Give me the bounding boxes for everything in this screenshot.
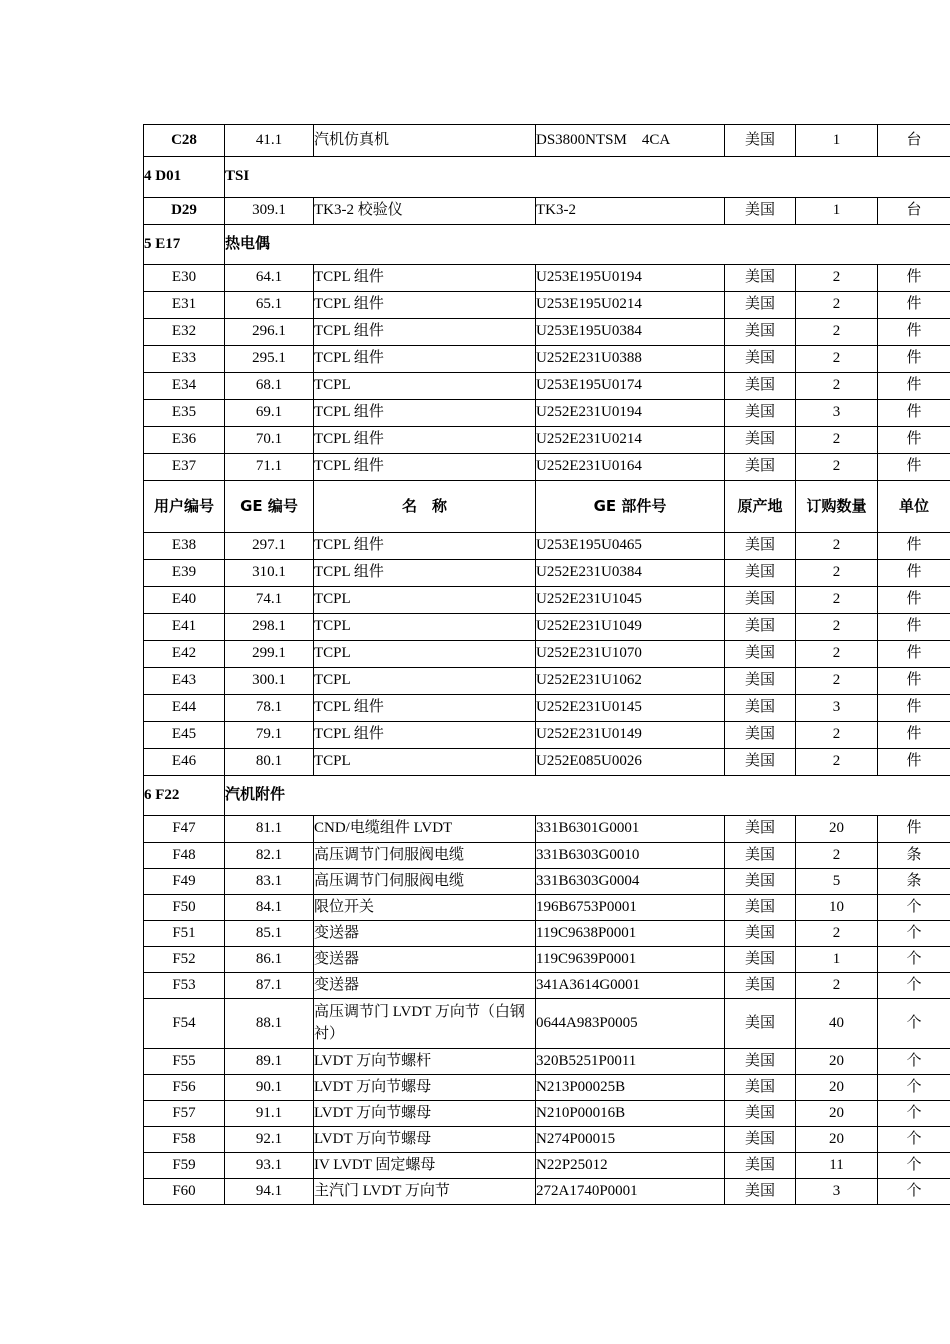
- user-code-cell: E32: [144, 319, 225, 346]
- table-row: [144, 1153, 950, 1179]
- table-header-row: [144, 481, 950, 533]
- item-name-cell: TK3-2 校验仪: [314, 198, 536, 225]
- user-code-cell: E40: [144, 587, 225, 614]
- header-origin: 原产地: [725, 481, 796, 533]
- quantity-cell: 20: [796, 1127, 878, 1153]
- origin-cell: 美国: [725, 265, 796, 292]
- unit-cell: 件: [878, 319, 950, 346]
- unit-cell: 件: [878, 614, 950, 641]
- part-number-cell: 341A3614G0001: [536, 973, 725, 999]
- item-name-cell: LVDT 万向节螺杆: [314, 1049, 536, 1075]
- table-row: [144, 843, 950, 869]
- origin-cell: 美国: [725, 749, 796, 776]
- user-code-cell: D29: [144, 198, 225, 225]
- item-name-cell: 变送器: [314, 973, 536, 999]
- origin-cell: 美国: [725, 921, 796, 947]
- header-unit: 单位: [878, 481, 950, 533]
- user-code-cell: E44: [144, 695, 225, 722]
- ge-number-cell: 295.1: [225, 346, 314, 373]
- unit-cell: 件: [878, 373, 950, 400]
- quantity-cell: 2: [796, 668, 878, 695]
- unit-cell: 个: [878, 947, 950, 973]
- part-number-cell: U252E231U0384: [536, 560, 725, 587]
- unit-cell: 个: [878, 1075, 950, 1101]
- user-code-cell: E35: [144, 400, 225, 427]
- table-row: [144, 373, 950, 400]
- origin-cell: 美国: [725, 346, 796, 373]
- origin-cell: 美国: [725, 1075, 796, 1101]
- item-name-cell: TCPL: [314, 587, 536, 614]
- quantity-cell: 2: [796, 265, 878, 292]
- item-name-cell: 高压调节门伺服阀电缆: [314, 869, 536, 895]
- table-row: [144, 749, 950, 776]
- origin-cell: 美国: [725, 695, 796, 722]
- item-name-cell: TCPL: [314, 614, 536, 641]
- user-code-cell: F59: [144, 1153, 225, 1179]
- part-number-cell: U252E231U1070: [536, 641, 725, 668]
- origin-cell: 美国: [725, 722, 796, 749]
- quantity-cell: 2: [796, 454, 878, 481]
- origin-cell: 美国: [725, 1101, 796, 1127]
- part-number-cell: TK3-2: [536, 198, 725, 225]
- section-code: 5 E17: [144, 225, 225, 265]
- part-number-cell: 331B6301G0001: [536, 816, 725, 843]
- part-number-cell: N274P00015: [536, 1127, 725, 1153]
- user-code-cell: F51: [144, 921, 225, 947]
- table-row: [144, 921, 950, 947]
- section-name: 热电偶: [225, 225, 950, 265]
- user-code-cell: F57: [144, 1101, 225, 1127]
- item-name-cell: TCPL 组件: [314, 427, 536, 454]
- unit-cell: 个: [878, 1127, 950, 1153]
- user-code-cell: F47: [144, 816, 225, 843]
- quantity-cell: 40: [796, 999, 878, 1049]
- origin-cell: 美国: [725, 1179, 796, 1205]
- table-row: [144, 1101, 950, 1127]
- ge-number-cell: 87.1: [225, 973, 314, 999]
- item-name-cell: 高压调节门伺服阀电缆: [314, 843, 536, 869]
- ge-number-cell: 85.1: [225, 921, 314, 947]
- item-name-cell: 变送器: [314, 947, 536, 973]
- item-name-cell: TCPL 组件: [314, 265, 536, 292]
- table-row: [144, 427, 950, 454]
- section-row: [144, 225, 950, 265]
- origin-cell: 美国: [725, 869, 796, 895]
- header-ge-no: GE 编号: [225, 481, 314, 533]
- table-row: [144, 895, 950, 921]
- part-number-cell: U252E231U0145: [536, 695, 725, 722]
- ge-number-cell: 84.1: [225, 895, 314, 921]
- quantity-cell: 1: [796, 198, 878, 225]
- user-code-cell: E33: [144, 346, 225, 373]
- ge-number-cell: 92.1: [225, 1127, 314, 1153]
- quantity-cell: 2: [796, 587, 878, 614]
- section-row: [144, 157, 950, 198]
- part-number-cell: U252E231U1045: [536, 587, 725, 614]
- table-row: [144, 400, 950, 427]
- user-code-cell: E41: [144, 614, 225, 641]
- quantity-cell: 20: [796, 816, 878, 843]
- section-code: 4 D01: [144, 157, 225, 198]
- item-name-cell: LVDT 万向节螺母: [314, 1101, 536, 1127]
- item-name-cell: LVDT 万向节螺母: [314, 1127, 536, 1153]
- table-row: [144, 1179, 950, 1205]
- table-row: [144, 265, 950, 292]
- unit-cell: 件: [878, 695, 950, 722]
- unit-cell: 条: [878, 869, 950, 895]
- item-name-cell: TCPL 组件: [314, 560, 536, 587]
- item-name-cell: TCPL 组件: [314, 533, 536, 560]
- ge-number-cell: 71.1: [225, 454, 314, 481]
- quantity-cell: 2: [796, 749, 878, 776]
- quantity-cell: 20: [796, 1075, 878, 1101]
- part-number-cell: 320B5251P0011: [536, 1049, 725, 1075]
- part-number-cell: 331B6303G0010: [536, 843, 725, 869]
- origin-cell: 美国: [725, 843, 796, 869]
- user-code-cell: E31: [144, 292, 225, 319]
- item-name-cell: 变送器: [314, 921, 536, 947]
- unit-cell: 个: [878, 999, 950, 1049]
- part-number-cell: U252E231U0149: [536, 722, 725, 749]
- quantity-cell: 5: [796, 869, 878, 895]
- origin-cell: 美国: [725, 1153, 796, 1179]
- quantity-cell: 1: [796, 125, 878, 157]
- unit-cell: 件: [878, 668, 950, 695]
- item-name-cell: 高压调节门 LVDT 万向节（白钢衬）: [314, 999, 536, 1049]
- ge-number-cell: 310.1: [225, 560, 314, 587]
- user-code-cell: E42: [144, 641, 225, 668]
- header-part-no: GE 部件号: [536, 481, 725, 533]
- ge-number-cell: 88.1: [225, 999, 314, 1049]
- part-number-cell: 272A1740P0001: [536, 1179, 725, 1205]
- ge-number-cell: 65.1: [225, 292, 314, 319]
- quantity-cell: 3: [796, 400, 878, 427]
- table-row: [144, 1127, 950, 1153]
- part-number-cell: U252E231U1049: [536, 614, 725, 641]
- table-row: [144, 668, 950, 695]
- part-number-cell: 0644A983P0005: [536, 999, 725, 1049]
- item-name-cell: LVDT 万向节螺母: [314, 1075, 536, 1101]
- origin-cell: 美国: [725, 999, 796, 1049]
- item-name-cell: TCPL: [314, 749, 536, 776]
- unit-cell: 件: [878, 292, 950, 319]
- origin-cell: 美国: [725, 816, 796, 843]
- quantity-cell: 2: [796, 533, 878, 560]
- quantity-cell: 2: [796, 292, 878, 319]
- table-row: [144, 292, 950, 319]
- user-code-cell: E38: [144, 533, 225, 560]
- unit-cell: 件: [878, 560, 950, 587]
- part-number-cell: 331B6303G0004: [536, 869, 725, 895]
- ge-number-cell: 89.1: [225, 1049, 314, 1075]
- quantity-cell: 2: [796, 346, 878, 373]
- table-row: [144, 816, 950, 843]
- user-code-cell: F56: [144, 1075, 225, 1101]
- quantity-cell: 2: [796, 427, 878, 454]
- item-name-cell: TCPL 组件: [314, 319, 536, 346]
- item-name-cell: TCPL: [314, 373, 536, 400]
- part-number-cell: U253E195U0384: [536, 319, 725, 346]
- quantity-cell: 2: [796, 614, 878, 641]
- origin-cell: 美国: [725, 125, 796, 157]
- origin-cell: 美国: [725, 895, 796, 921]
- quantity-cell: 2: [796, 843, 878, 869]
- quantity-cell: 11: [796, 1153, 878, 1179]
- quantity-cell: 2: [796, 319, 878, 346]
- table-row: [144, 587, 950, 614]
- unit-cell: 个: [878, 921, 950, 947]
- unit-cell: 件: [878, 454, 950, 481]
- table-row: [144, 1075, 950, 1101]
- origin-cell: 美国: [725, 973, 796, 999]
- table-row: [144, 319, 950, 346]
- part-number-cell: 119C9638P0001: [536, 921, 725, 947]
- ge-number-cell: 78.1: [225, 695, 314, 722]
- table-row: [144, 973, 950, 999]
- quantity-cell: 10: [796, 895, 878, 921]
- origin-cell: 美国: [725, 454, 796, 481]
- unit-cell: 个: [878, 1153, 950, 1179]
- table-row: [144, 533, 950, 560]
- table-row: [144, 198, 950, 225]
- ge-number-cell: 68.1: [225, 373, 314, 400]
- quantity-cell: 1: [796, 947, 878, 973]
- origin-cell: 美国: [725, 1049, 796, 1075]
- unit-cell: 件: [878, 533, 950, 560]
- part-number-cell: DS3800NTSM 4CA: [536, 125, 725, 157]
- unit-cell: 件: [878, 641, 950, 668]
- quantity-cell: 20: [796, 1101, 878, 1127]
- quantity-cell: 2: [796, 641, 878, 668]
- table-row: [144, 125, 950, 157]
- unit-cell: 个: [878, 1101, 950, 1127]
- unit-cell: 条: [878, 843, 950, 869]
- user-code-cell: E45: [144, 722, 225, 749]
- user-code-cell: F58: [144, 1127, 225, 1153]
- ge-number-cell: 83.1: [225, 869, 314, 895]
- user-code-cell: E34: [144, 373, 225, 400]
- unit-cell: 件: [878, 722, 950, 749]
- user-code-cell: F48: [144, 843, 225, 869]
- ge-number-cell: 93.1: [225, 1153, 314, 1179]
- quantity-cell: 2: [796, 373, 878, 400]
- item-name-cell: TCPL: [314, 668, 536, 695]
- unit-cell: 件: [878, 427, 950, 454]
- table-row: [144, 947, 950, 973]
- origin-cell: 美国: [725, 560, 796, 587]
- quantity-cell: 2: [796, 560, 878, 587]
- table-row: [144, 346, 950, 373]
- part-number-cell: U252E231U0388: [536, 346, 725, 373]
- header-qty: 订购数量: [796, 481, 878, 533]
- quantity-cell: 2: [796, 921, 878, 947]
- origin-cell: 美国: [725, 319, 796, 346]
- parts-table: [143, 124, 950, 1205]
- ge-number-cell: 79.1: [225, 722, 314, 749]
- user-code-cell: E36: [144, 427, 225, 454]
- origin-cell: 美国: [725, 427, 796, 454]
- table-row: [144, 695, 950, 722]
- ge-number-cell: 299.1: [225, 641, 314, 668]
- item-name-cell: TCPL 组件: [314, 292, 536, 319]
- ge-number-cell: 296.1: [225, 319, 314, 346]
- table-row: [144, 869, 950, 895]
- part-number-cell: N22P25012: [536, 1153, 725, 1179]
- parts-table-body: [144, 125, 950, 1205]
- part-number-cell: U252E231U0214: [536, 427, 725, 454]
- item-name-cell: IV LVDT 固定螺母: [314, 1153, 536, 1179]
- part-number-cell: U253E195U0465: [536, 533, 725, 560]
- table-row: [144, 454, 950, 481]
- part-number-cell: 196B6753P0001: [536, 895, 725, 921]
- part-number-cell: 119C9639P0001: [536, 947, 725, 973]
- item-name-cell: TCPL 组件: [314, 400, 536, 427]
- unit-cell: 个: [878, 1049, 950, 1075]
- part-number-cell: U253E195U0214: [536, 292, 725, 319]
- user-code-cell: F53: [144, 973, 225, 999]
- table-row: [144, 560, 950, 587]
- ge-number-cell: 41.1: [225, 125, 314, 157]
- ge-number-cell: 82.1: [225, 843, 314, 869]
- unit-cell: 件: [878, 587, 950, 614]
- ge-number-cell: 298.1: [225, 614, 314, 641]
- quantity-cell: 2: [796, 722, 878, 749]
- origin-cell: 美国: [725, 198, 796, 225]
- user-code-cell: F60: [144, 1179, 225, 1205]
- unit-cell: 台: [878, 198, 950, 225]
- user-code-cell: F54: [144, 999, 225, 1049]
- origin-cell: 美国: [725, 1127, 796, 1153]
- header-name: 名 称: [314, 481, 536, 533]
- quantity-cell: 3: [796, 1179, 878, 1205]
- ge-number-cell: 90.1: [225, 1075, 314, 1101]
- ge-number-cell: 297.1: [225, 533, 314, 560]
- quantity-cell: 20: [796, 1049, 878, 1075]
- section-code: 6 F22: [144, 776, 225, 816]
- item-name-cell: CND/电缆组件 LVDT: [314, 816, 536, 843]
- unit-cell: 件: [878, 749, 950, 776]
- item-name-cell: 主汽门 LVDT 万向节: [314, 1179, 536, 1205]
- part-number-cell: U252E231U0194: [536, 400, 725, 427]
- user-code-cell: F49: [144, 869, 225, 895]
- ge-number-cell: 64.1: [225, 265, 314, 292]
- ge-number-cell: 309.1: [225, 198, 314, 225]
- ge-number-cell: 94.1: [225, 1179, 314, 1205]
- ge-number-cell: 74.1: [225, 587, 314, 614]
- user-code-cell: E39: [144, 560, 225, 587]
- ge-number-cell: 91.1: [225, 1101, 314, 1127]
- user-code-cell: E43: [144, 668, 225, 695]
- item-name-cell: TCPL 组件: [314, 454, 536, 481]
- item-name-cell: TCPL 组件: [314, 346, 536, 373]
- section-row: [144, 776, 950, 816]
- item-name-cell: TCPL: [314, 641, 536, 668]
- part-number-cell: U253E195U0174: [536, 373, 725, 400]
- user-code-cell: F52: [144, 947, 225, 973]
- unit-cell: 个: [878, 973, 950, 999]
- quantity-cell: 2: [796, 973, 878, 999]
- unit-cell: 台: [878, 125, 950, 157]
- part-number-cell: U252E231U1062: [536, 668, 725, 695]
- ge-number-cell: 300.1: [225, 668, 314, 695]
- user-code-cell: F55: [144, 1049, 225, 1075]
- origin-cell: 美国: [725, 373, 796, 400]
- origin-cell: 美国: [725, 641, 796, 668]
- part-number-cell: U253E195U0194: [536, 265, 725, 292]
- unit-cell: 个: [878, 1179, 950, 1205]
- user-code-cell: C28: [144, 125, 225, 157]
- origin-cell: 美国: [725, 668, 796, 695]
- part-number-cell: N210P00016B: [536, 1101, 725, 1127]
- origin-cell: 美国: [725, 292, 796, 319]
- unit-cell: 件: [878, 265, 950, 292]
- user-code-cell: E37: [144, 454, 225, 481]
- item-name-cell: TCPL 组件: [314, 722, 536, 749]
- section-name: TSI: [225, 157, 950, 198]
- unit-cell: 件: [878, 816, 950, 843]
- ge-number-cell: 80.1: [225, 749, 314, 776]
- user-code-cell: E30: [144, 265, 225, 292]
- quantity-cell: 3: [796, 695, 878, 722]
- part-number-cell: U252E085U0026: [536, 749, 725, 776]
- unit-cell: 个: [878, 895, 950, 921]
- table-row: [144, 614, 950, 641]
- table-row: [144, 722, 950, 749]
- part-number-cell: U252E231U0164: [536, 454, 725, 481]
- item-name-cell: 汽机仿真机: [314, 125, 536, 157]
- origin-cell: 美国: [725, 400, 796, 427]
- table-row: [144, 641, 950, 668]
- ge-number-cell: 70.1: [225, 427, 314, 454]
- origin-cell: 美国: [725, 614, 796, 641]
- part-number-cell: N213P00025B: [536, 1075, 725, 1101]
- user-code-cell: E46: [144, 749, 225, 776]
- item-name-cell: TCPL 组件: [314, 695, 536, 722]
- item-name-cell: 限位开关: [314, 895, 536, 921]
- user-code-cell: F50: [144, 895, 225, 921]
- table-row: [144, 999, 950, 1049]
- ge-number-cell: 86.1: [225, 947, 314, 973]
- ge-number-cell: 69.1: [225, 400, 314, 427]
- table-row: [144, 1049, 950, 1075]
- unit-cell: 件: [878, 400, 950, 427]
- section-name: 汽机附件: [225, 776, 950, 816]
- origin-cell: 美国: [725, 533, 796, 560]
- ge-number-cell: 81.1: [225, 816, 314, 843]
- origin-cell: 美国: [725, 947, 796, 973]
- origin-cell: 美国: [725, 587, 796, 614]
- header-user-no: 用户编号: [144, 481, 225, 533]
- unit-cell: 件: [878, 346, 950, 373]
